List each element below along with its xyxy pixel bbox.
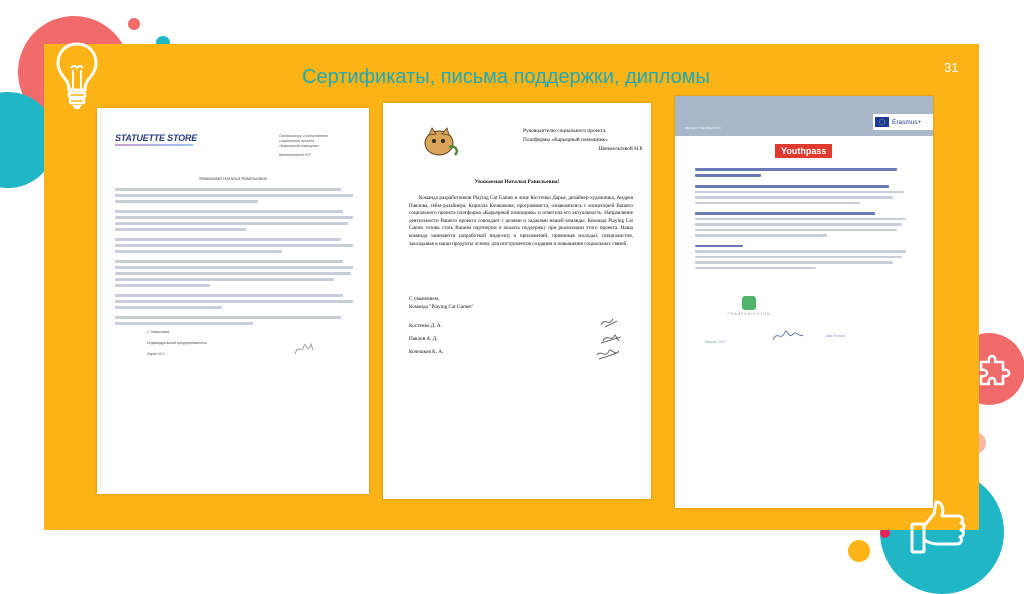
doc1-signature (293, 338, 315, 363)
certificate-body (695, 168, 915, 272)
certificate-footer-right: Julia Shipova (825, 334, 846, 338)
certificate-youthpass (675, 96, 933, 508)
eu-flag-icon (875, 117, 889, 127)
doc1-body-text (115, 188, 353, 328)
statuette-store-logo-underline (115, 144, 193, 146)
page-number: 31 (944, 60, 959, 75)
certificate-header-label: PROJECT INFORMATION (685, 126, 721, 130)
letter-playing-cat-games (383, 103, 651, 499)
framendington-logo: FRAMENDINGTON (719, 296, 779, 316)
doc2-closing-block: С уважением, Команда "Playing Cat Games" (409, 296, 474, 310)
doc2-signatures (593, 315, 633, 368)
statuette-store-logo: STATUETTE STORE (115, 133, 198, 143)
doc2-body-text: Команда разработчиков Playing Cat Games в лице Костенко Дарья, дизайнер-художника, Андрея Павлова, гейм-дизайнера, Кирилла Кочешкова, программиста, ознакомились с концепцией Вашего социального проекта платформа «Карьерный помощник» и отметила его актуальность. Направление деятельности Вашего проекта совпадает с целями и задачами нашей команды. Команда Playing Cat Games готова стать Вашим партнером и оказать поддержку при реализации этого проекта. Наша команда занимается разработкой инди-игр и приложений, привлекая молодых специалистов, закладывая в наши продукты основу для инструментов создания и повышения социальных связей. (409, 195, 633, 247)
lightbulb-icon (52, 38, 102, 114)
erasmus-label: Erasmus+ (892, 118, 922, 126)
doc1-signature-block: С Уважением, Индивидуальный предприниматель Ларин М.С. (147, 330, 207, 356)
slide-title: Сертификаты, письма поддержки, дипломы (302, 66, 710, 88)
erasmus-logo (873, 114, 933, 130)
puzzle-icon (975, 352, 1011, 388)
letter-statuette-store (97, 108, 369, 494)
doc2-signers: Костенко Д. А. Павлов А. Д. Кочешков К. А. (409, 323, 444, 355)
doc2-greeting: Уважаемая Наталья Равильевна! (474, 179, 560, 185)
framendington-logo-icon (742, 296, 756, 310)
youthpass-badge: Youthpass (775, 144, 832, 158)
doc1-recipient: Организатору и исполнителю социального проекта «Карьерный помощник» Шенмельтевой Н.Р. (279, 134, 328, 157)
doc1-greeting: Уважаемая Наталья Равильевна! (198, 176, 268, 181)
certificate-footer-left: Moscow, 2020 (705, 340, 726, 344)
decor-circle-coral-dot (128, 18, 140, 30)
certificate-signature (771, 326, 805, 349)
decor-circle-yellow-dot (848, 540, 870, 562)
cat-games-logo (423, 125, 461, 162)
doc2-recipient: Руководителю социального проекта Платформы «Карьерный помощник» Шенмельтевой Н.Р. (523, 128, 643, 152)
